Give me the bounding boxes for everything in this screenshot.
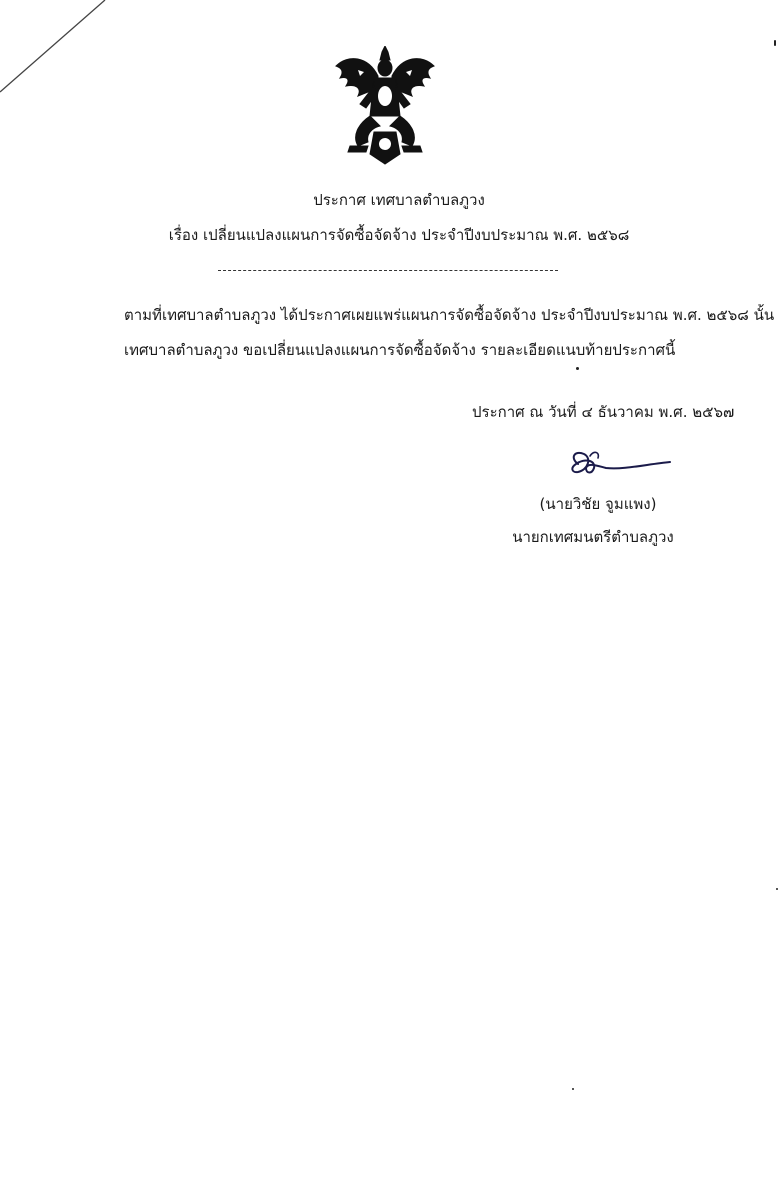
body-paragraph-line-2: เทศบาลตำบลภูวง ขอเปลี่ยนแปลงแผนการจัดซื้อจัดจ้าง รายละเอียดแนบท้ายประกาศนี้ (124, 341, 676, 359)
body-paragraph-line-1: ตามที่เทศบาลตำบลภูวง ได้ประกาศเผยแพร่แผนการจัดซื้อจัดจ้าง ประจำปีงบประมาณ พ.ศ. ๒๕๖๘ นั้น (124, 306, 775, 324)
scan-dust (776, 888, 778, 890)
announcement-subject: เรื่อง เปลี่ยนแปลงแผนการจัดซื้อจัดจ้าง ประจำปีงบประมาณ พ.ศ. ๒๕๖๘ (168, 226, 630, 244)
announcement-date: ประกาศ ณ วันที่ ๔ ธันวาคม พ.ศ. ๒๕๖๗ (472, 403, 735, 421)
signature-image (564, 446, 674, 482)
announcement-title: ประกาศ เทศบาลตำบลภูวง (313, 191, 485, 209)
garuda-emblem-icon (328, 46, 442, 168)
ink-speck (576, 367, 579, 370)
dashed-divider (218, 270, 558, 271)
scan-dust (572, 1088, 574, 1090)
signer-name: (นายวิชัย จูมแพง) (539, 495, 657, 513)
scan-edge-mark (774, 40, 776, 46)
scan-artifact-line (0, 0, 120, 100)
signer-position: นายกเทศมนตรีตำบลภูวง (512, 528, 674, 546)
